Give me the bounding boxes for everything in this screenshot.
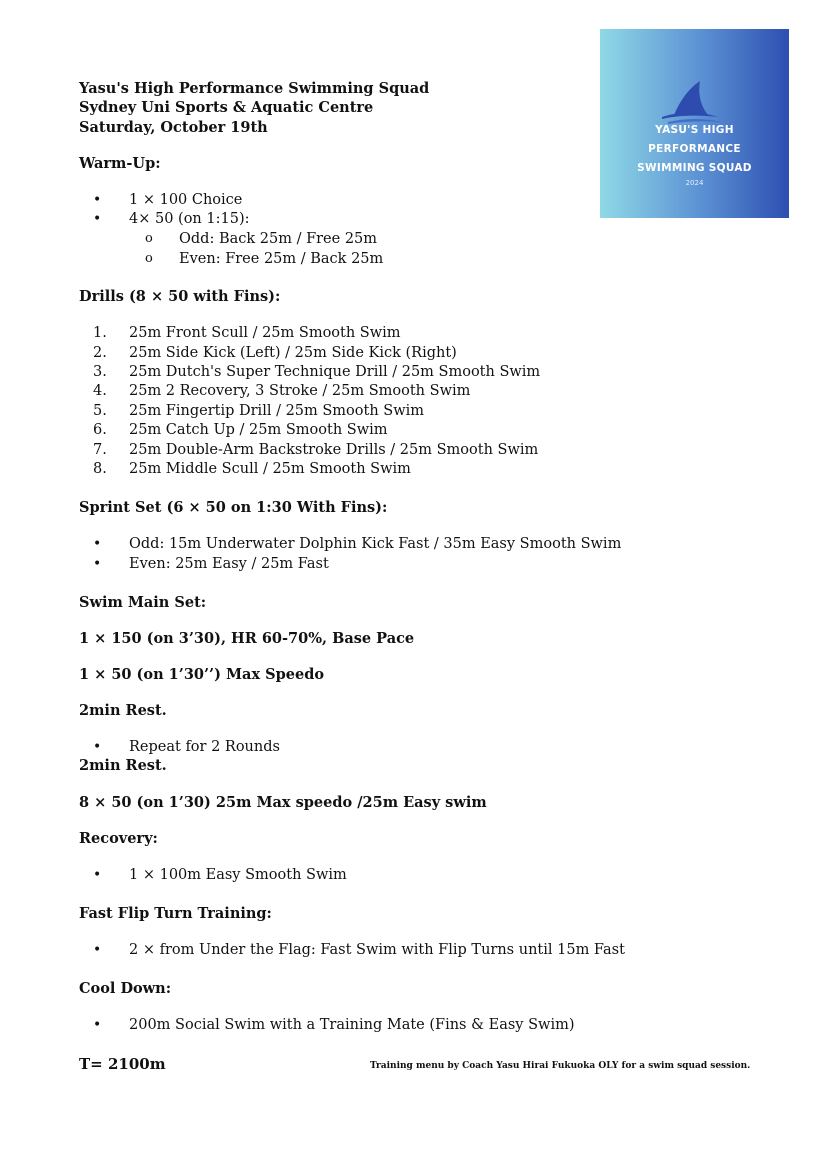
- cool-down-item: 200m Social Swim with a Training Mate (Fins & Easy Swim): [129, 1017, 575, 1033]
- cool-down-title: Cool Down:: [79, 980, 172, 997]
- main-set-title: Swim Main Set:: [79, 594, 207, 611]
- squad-logo: [600, 29, 789, 218]
- bullet-icon: •: [93, 942, 102, 958]
- logo-line-1: YASU'S HIGH: [655, 124, 734, 136]
- warmup-item: 4× 50 (on 1:15):: [129, 211, 250, 227]
- drill-item: 25m Middle Scull / 25m Smooth Swim: [129, 461, 411, 477]
- drill-item: 25m Fingertip Drill / 25m Smooth Swim: [129, 403, 425, 419]
- logo-year: 2024: [685, 179, 704, 187]
- repeat-item: Repeat for 2 Rounds: [129, 739, 280, 755]
- list-number: 8.: [93, 461, 107, 477]
- drill-item: 25m Front Scull / 25m Smooth Swim: [129, 325, 401, 341]
- warmup-title: Warm-Up:: [79, 155, 161, 172]
- bullet-icon: •: [93, 867, 102, 883]
- rest-line: 2min Rest.: [79, 702, 167, 719]
- header-date: Saturday, October 19th: [79, 119, 268, 136]
- list-number: 1.: [93, 325, 107, 341]
- warmup-sub-item: Even: Free 25m / Back 25m: [179, 251, 384, 267]
- logo-line-3: SWIMMING SQUAD: [637, 162, 752, 174]
- list-number: 2.: [93, 345, 107, 361]
- main-set-line: 1 × 150 (on 3’30), HR 60-70%, Base Pace: [79, 630, 415, 647]
- sub-bullet-icon: o: [145, 251, 153, 266]
- logo-line-2: PERFORMANCE: [648, 143, 741, 155]
- bullet-icon: •: [93, 1017, 102, 1033]
- bullet-icon: •: [93, 536, 102, 552]
- header-squad-name: Yasu's High Performance Swimming Squad: [79, 80, 430, 97]
- warmup-sub-item: Odd: Back 25m / Free 25m: [179, 231, 378, 247]
- total-distance: T= 2100m: [79, 1055, 166, 1073]
- header-venue: Sydney Uni Sports & Aquatic Centre: [79, 99, 374, 116]
- main-set-line: 1 × 50 (on 1’30’’) Max Speedo: [79, 666, 325, 683]
- list-number: 5.: [93, 403, 107, 419]
- flip-turn-title: Fast Flip Turn Training:: [79, 905, 272, 922]
- rest-line: 2min Rest.: [79, 757, 167, 774]
- main-set-line: 8 × 50 (on 1’30) 25m Max speedo /25m Easy swim: [79, 794, 487, 811]
- flip-turn-item: 2 × from Under the Flag: Fast Swim with Flip Turns until 15m Fast: [129, 942, 625, 958]
- drill-item: 25m Dutch's Super Technique Drill / 25m Smooth Swim: [129, 364, 541, 380]
- list-number: 7.: [93, 442, 107, 458]
- recovery-item: 1 × 100m Easy Smooth Swim: [129, 867, 347, 883]
- bullet-icon: •: [93, 211, 102, 227]
- drill-item: 25m Double-Arm Backstroke Drills / 25m Smooth Swim: [129, 442, 539, 458]
- sprint-item: Even: 25m Easy / 25m Fast: [129, 556, 329, 572]
- sub-bullet-icon: o: [145, 231, 153, 246]
- drill-item: 25m 2 Recovery, 3 Stroke / 25m Smooth Swim: [129, 383, 471, 399]
- recovery-title: Recovery:: [79, 830, 158, 847]
- sprint-title: Sprint Set (6 × 50 on 1:30 With Fins):: [79, 499, 388, 516]
- sprint-item: Odd: 15m Underwater Dolphin Kick Fast / 35m Easy Smooth Swim: [129, 536, 622, 552]
- warmup-item: 1 × 100 Choice: [129, 192, 243, 208]
- drills-title: Drills (8 × 50 with Fins):: [79, 288, 281, 305]
- bullet-icon: •: [93, 556, 102, 572]
- drill-item: 25m Catch Up / 25m Smooth Swim: [129, 422, 388, 438]
- bullet-icon: •: [93, 739, 102, 755]
- list-number: 6.: [93, 422, 107, 438]
- credit-note: Training menu by Coach Yasu Hirai Fukuoka OLY for a swim squad session.: [370, 1061, 751, 1071]
- list-number: 4.: [93, 383, 107, 399]
- bullet-icon: •: [93, 192, 102, 208]
- list-number: 3.: [93, 364, 107, 380]
- drill-item: 25m Side Kick (Left) / 25m Side Kick (Right): [129, 345, 457, 361]
